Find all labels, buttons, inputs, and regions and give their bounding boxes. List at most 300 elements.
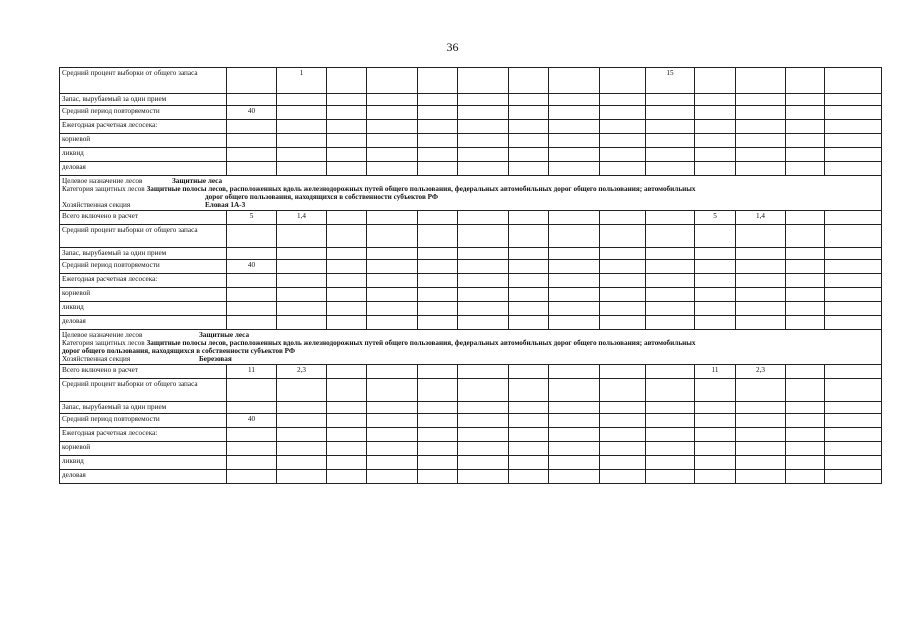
table-cell bbox=[458, 248, 509, 260]
purpose-label: Целевое назначение лесов bbox=[62, 177, 143, 185]
table-cell bbox=[549, 248, 600, 260]
row-label: ликвид bbox=[60, 148, 227, 162]
table-cell bbox=[736, 248, 786, 260]
table-cell bbox=[509, 162, 549, 176]
table-cell bbox=[600, 94, 646, 106]
table-cell bbox=[509, 211, 549, 225]
table-cell bbox=[327, 248, 367, 260]
table-cell bbox=[695, 274, 736, 288]
table-cell bbox=[367, 148, 418, 162]
table-cell bbox=[600, 68, 646, 94]
table-cell bbox=[646, 379, 695, 402]
table-cell bbox=[227, 162, 277, 176]
row-label: Всего включено в расчет bbox=[60, 211, 227, 225]
table-cell bbox=[646, 428, 695, 442]
table-cell bbox=[600, 148, 646, 162]
table-cell bbox=[277, 134, 327, 148]
table-cell bbox=[418, 134, 458, 148]
table-cell bbox=[367, 316, 418, 330]
table-cell bbox=[695, 428, 736, 442]
table-cell bbox=[418, 414, 458, 428]
table-cell bbox=[327, 442, 367, 456]
table-cell bbox=[646, 442, 695, 456]
table-cell bbox=[327, 365, 367, 379]
table-cell bbox=[418, 316, 458, 330]
section-line bbox=[62, 355, 879, 363]
table-cell bbox=[825, 274, 882, 288]
table-cell bbox=[736, 288, 786, 302]
table-cell bbox=[367, 470, 418, 484]
table-row bbox=[60, 274, 882, 288]
table-cell bbox=[277, 288, 327, 302]
table-cell bbox=[825, 225, 882, 248]
table-cell bbox=[549, 148, 600, 162]
table-cell bbox=[367, 274, 418, 288]
table-cell bbox=[327, 379, 367, 402]
table-cell bbox=[458, 316, 509, 330]
table-cell bbox=[458, 402, 509, 414]
table-cell bbox=[736, 120, 786, 134]
row-label: деловая bbox=[60, 316, 227, 330]
table-cell bbox=[646, 402, 695, 414]
table-cell bbox=[458, 162, 509, 176]
table-row bbox=[60, 260, 882, 274]
table-cell bbox=[418, 211, 458, 225]
row-label: Ежегодная расчетная лесосека: bbox=[60, 428, 227, 442]
category-label: Категория защитных лесов bbox=[62, 339, 147, 347]
table-row bbox=[60, 288, 882, 302]
table-cell bbox=[277, 456, 327, 470]
table-cell bbox=[458, 302, 509, 316]
table-cell bbox=[458, 442, 509, 456]
table-cell bbox=[695, 162, 736, 176]
table-cell bbox=[367, 365, 418, 379]
allowable-cut-table bbox=[59, 67, 882, 484]
table-cell bbox=[509, 288, 549, 302]
table-cell bbox=[327, 68, 367, 94]
table-cell bbox=[509, 225, 549, 248]
table-row bbox=[60, 106, 882, 120]
table-cell bbox=[736, 106, 786, 120]
table-cell bbox=[367, 68, 418, 94]
table-cell bbox=[646, 365, 695, 379]
row-label: Средний период повторяемости bbox=[60, 260, 227, 274]
table-cell bbox=[509, 260, 549, 274]
table-cell bbox=[509, 456, 549, 470]
section-value: Еловая 1А-3 bbox=[205, 201, 246, 209]
table-cell bbox=[695, 379, 736, 402]
table-cell bbox=[458, 456, 509, 470]
row-label: Средний процент выборки от общего запаса bbox=[60, 225, 227, 248]
table-cell bbox=[695, 288, 736, 302]
table-cell bbox=[549, 211, 600, 225]
row-label: Средний процент выборки от общего запаса bbox=[60, 68, 227, 94]
table-cell bbox=[509, 120, 549, 134]
table-cell bbox=[277, 414, 327, 428]
table-cell bbox=[277, 162, 327, 176]
table-cell bbox=[509, 365, 549, 379]
table-cell bbox=[786, 288, 825, 302]
section-value: Березовая bbox=[199, 355, 232, 363]
table-cell bbox=[458, 120, 509, 134]
table-cell bbox=[600, 442, 646, 456]
table-cell bbox=[646, 470, 695, 484]
category-value: Защитные полосы лесов, расположенных вдоль железнодорожных путей общего пользования, федеральных автомобильных дорог общего пользования; автомобильных bbox=[146, 185, 696, 193]
table-cell bbox=[786, 134, 825, 148]
category-line bbox=[62, 185, 879, 193]
table-cell bbox=[549, 379, 600, 402]
table-cell bbox=[277, 302, 327, 316]
table-cell bbox=[825, 442, 882, 456]
category-value-continued: дорог общего пользования, находящихся в собственности субъектов РФ bbox=[205, 193, 439, 201]
table-cell: 1 bbox=[277, 68, 327, 94]
table-cell bbox=[695, 225, 736, 248]
table-row bbox=[60, 148, 882, 162]
row-label: ликвид bbox=[60, 302, 227, 316]
table-cell bbox=[646, 316, 695, 330]
table-cell bbox=[695, 260, 736, 274]
table-cell bbox=[600, 211, 646, 225]
table-cell bbox=[327, 274, 367, 288]
table-cell bbox=[786, 414, 825, 428]
table-cell bbox=[227, 402, 277, 414]
table-cell bbox=[549, 68, 600, 94]
table-cell bbox=[509, 248, 549, 260]
table-cell bbox=[227, 225, 277, 248]
table-cell bbox=[458, 274, 509, 288]
table-cell bbox=[695, 120, 736, 134]
table-cell bbox=[509, 402, 549, 414]
table-cell bbox=[695, 470, 736, 484]
table-cell bbox=[327, 316, 367, 330]
table-cell bbox=[458, 225, 509, 248]
table-cell bbox=[786, 456, 825, 470]
table-cell bbox=[509, 106, 549, 120]
category-line bbox=[62, 339, 879, 347]
table-cell bbox=[646, 94, 695, 106]
table-cell bbox=[327, 94, 367, 106]
table-cell bbox=[327, 162, 367, 176]
row-label: Ежегодная расчетная лесосека: bbox=[60, 120, 227, 134]
table-cell bbox=[549, 442, 600, 456]
section-header bbox=[60, 330, 882, 365]
table-cell bbox=[646, 288, 695, 302]
table-cell bbox=[646, 260, 695, 274]
table-cell bbox=[695, 442, 736, 456]
table-cell bbox=[549, 106, 600, 120]
table-cell bbox=[367, 302, 418, 316]
table-cell bbox=[549, 316, 600, 330]
table-cell bbox=[327, 428, 367, 442]
table-cell bbox=[736, 442, 786, 456]
section-label: Хозяйственная секция bbox=[62, 355, 131, 363]
purpose-line bbox=[62, 331, 879, 339]
row-label: деловая bbox=[60, 162, 227, 176]
table-cell bbox=[825, 365, 882, 379]
table-cell bbox=[458, 379, 509, 402]
table-cell bbox=[227, 456, 277, 470]
table-cell bbox=[646, 148, 695, 162]
table-cell bbox=[549, 365, 600, 379]
table-cell bbox=[418, 260, 458, 274]
table-cell bbox=[418, 288, 458, 302]
table-cell bbox=[549, 470, 600, 484]
table-cell bbox=[549, 428, 600, 442]
table-cell bbox=[646, 134, 695, 148]
table-cell: 40 bbox=[227, 414, 277, 428]
table-cell bbox=[646, 162, 695, 176]
table-cell bbox=[786, 402, 825, 414]
table-cell bbox=[327, 402, 367, 414]
table-cell bbox=[227, 274, 277, 288]
table-cell bbox=[227, 442, 277, 456]
table-cell bbox=[277, 470, 327, 484]
table-cell bbox=[327, 414, 367, 428]
table-cell bbox=[695, 248, 736, 260]
table-cell bbox=[825, 148, 882, 162]
table-cell bbox=[600, 428, 646, 442]
table-cell: 2,3 bbox=[277, 365, 327, 379]
purpose-value: Защитные леса bbox=[199, 331, 250, 339]
table-cell bbox=[736, 134, 786, 148]
table-cell bbox=[509, 470, 549, 484]
section-header-row bbox=[60, 330, 882, 365]
table-cell bbox=[509, 379, 549, 402]
table-cell bbox=[327, 302, 367, 316]
table-cell bbox=[786, 428, 825, 442]
table-cell bbox=[786, 302, 825, 316]
table-cell bbox=[277, 225, 327, 248]
table-cell: 40 bbox=[227, 260, 277, 274]
table-row bbox=[60, 211, 882, 225]
table-cell bbox=[327, 456, 367, 470]
table-cell bbox=[646, 414, 695, 428]
table-cell bbox=[786, 379, 825, 402]
table-cell bbox=[277, 442, 327, 456]
table-cell bbox=[600, 248, 646, 260]
table-cell bbox=[646, 120, 695, 134]
table-cell bbox=[418, 148, 458, 162]
category-value: Защитные полосы лесов, расположенных вдоль железнодорожных путей общего пользования, федеральных автомобильных дорог общего пользования; автомобильных bbox=[146, 339, 696, 347]
table-cell bbox=[736, 162, 786, 176]
table-cell bbox=[786, 470, 825, 484]
table-row bbox=[60, 316, 882, 330]
table-cell bbox=[600, 302, 646, 316]
table-cell bbox=[418, 225, 458, 248]
table-cell bbox=[786, 316, 825, 330]
table-cell bbox=[786, 442, 825, 456]
table-cell bbox=[418, 402, 458, 414]
table-cell bbox=[600, 134, 646, 148]
table-cell bbox=[227, 302, 277, 316]
row-label: корневой bbox=[60, 442, 227, 456]
table-cell bbox=[549, 94, 600, 106]
table-row bbox=[60, 120, 882, 134]
table-cell bbox=[327, 106, 367, 120]
table-cell bbox=[327, 470, 367, 484]
table-cell bbox=[736, 148, 786, 162]
table-cell bbox=[786, 68, 825, 94]
table-cell bbox=[825, 162, 882, 176]
table-cell bbox=[825, 379, 882, 402]
table-cell bbox=[367, 442, 418, 456]
table-cell: 11 bbox=[227, 365, 277, 379]
purpose-line bbox=[62, 177, 879, 185]
row-label: ликвид bbox=[60, 456, 227, 470]
table-cell bbox=[509, 68, 549, 94]
table-cell bbox=[227, 470, 277, 484]
table-cell bbox=[509, 274, 549, 288]
row-label: Запас, вырубаемый за один прием bbox=[60, 402, 227, 414]
table-cell bbox=[786, 106, 825, 120]
category-label: Категория защитных лесов bbox=[62, 185, 147, 193]
table-cell bbox=[825, 211, 882, 225]
table-cell bbox=[600, 106, 646, 120]
table-cell bbox=[786, 120, 825, 134]
table-cell bbox=[695, 316, 736, 330]
table-cell bbox=[227, 248, 277, 260]
table-row bbox=[60, 428, 882, 442]
table-row bbox=[60, 402, 882, 414]
table-cell bbox=[327, 134, 367, 148]
table-cell bbox=[458, 470, 509, 484]
table-cell bbox=[277, 94, 327, 106]
table-cell bbox=[367, 211, 418, 225]
table-cell bbox=[277, 428, 327, 442]
table-cell bbox=[367, 456, 418, 470]
table-cell: 5 bbox=[695, 211, 736, 225]
table-cell bbox=[736, 402, 786, 414]
row-label: Всего включено в расчет bbox=[60, 365, 227, 379]
row-label: деловая bbox=[60, 470, 227, 484]
table-cell bbox=[227, 288, 277, 302]
table-cell bbox=[367, 428, 418, 442]
table-cell bbox=[509, 428, 549, 442]
table-cell bbox=[227, 94, 277, 106]
table-row bbox=[60, 225, 882, 248]
table-cell bbox=[825, 68, 882, 94]
table-cell bbox=[786, 211, 825, 225]
table-cell bbox=[277, 248, 327, 260]
table-cell bbox=[277, 274, 327, 288]
table-cell bbox=[825, 470, 882, 484]
table-cell bbox=[418, 302, 458, 316]
table-cell bbox=[367, 379, 418, 402]
table-cell bbox=[646, 302, 695, 316]
table-cell bbox=[736, 428, 786, 442]
table-cell bbox=[458, 94, 509, 106]
table-cell bbox=[458, 414, 509, 428]
table-cell bbox=[825, 414, 882, 428]
table-cell bbox=[509, 94, 549, 106]
table-cell: 1,4 bbox=[277, 211, 327, 225]
table-cell bbox=[458, 260, 509, 274]
table-row bbox=[60, 442, 882, 456]
table-cell: 40 bbox=[227, 106, 277, 120]
row-label: Запас, вырубаемый за один прием bbox=[60, 248, 227, 260]
table-cell bbox=[825, 260, 882, 274]
purpose-value: Защитные леса bbox=[172, 177, 223, 185]
table-cell bbox=[736, 68, 786, 94]
table-cell bbox=[458, 106, 509, 120]
table-cell bbox=[277, 260, 327, 274]
table-cell bbox=[549, 162, 600, 176]
table-cell bbox=[695, 402, 736, 414]
table-row bbox=[60, 94, 882, 106]
table-cell bbox=[736, 225, 786, 248]
section-line bbox=[62, 201, 879, 209]
table-cell bbox=[458, 134, 509, 148]
table-cell bbox=[509, 442, 549, 456]
table-cell bbox=[646, 106, 695, 120]
table-cell bbox=[600, 365, 646, 379]
table-cell bbox=[695, 302, 736, 316]
table-cell bbox=[549, 402, 600, 414]
table-cell bbox=[600, 162, 646, 176]
row-label: Ежегодная расчетная лесосека: bbox=[60, 274, 227, 288]
table-cell bbox=[549, 274, 600, 288]
table-cell bbox=[600, 288, 646, 302]
table-cell bbox=[825, 94, 882, 106]
table-cell bbox=[277, 148, 327, 162]
table-cell bbox=[509, 148, 549, 162]
table-row bbox=[60, 365, 882, 379]
table-cell bbox=[825, 428, 882, 442]
table-cell bbox=[458, 211, 509, 225]
table-cell bbox=[825, 120, 882, 134]
table-cell bbox=[736, 94, 786, 106]
table-cell bbox=[227, 379, 277, 402]
table-cell bbox=[277, 379, 327, 402]
table-cell bbox=[458, 68, 509, 94]
row-label: Средний период повторяемости bbox=[60, 414, 227, 428]
table-cell bbox=[786, 248, 825, 260]
table-cell bbox=[646, 274, 695, 288]
table-cell bbox=[600, 402, 646, 414]
table-cell: 1,4 bbox=[736, 211, 786, 225]
table-cell bbox=[509, 414, 549, 428]
table-cell bbox=[600, 470, 646, 484]
table-cell bbox=[418, 379, 458, 402]
table-cell bbox=[227, 148, 277, 162]
table-cell bbox=[549, 302, 600, 316]
table-cell bbox=[549, 414, 600, 428]
table-cell bbox=[327, 225, 367, 248]
purpose-label: Целевое назначение лесов bbox=[62, 331, 143, 339]
table-cell bbox=[600, 260, 646, 274]
table-cell bbox=[786, 260, 825, 274]
table-cell bbox=[418, 94, 458, 106]
table-cell: 15 bbox=[646, 68, 695, 94]
table-cell bbox=[600, 225, 646, 248]
table-cell bbox=[367, 94, 418, 106]
table-row bbox=[60, 302, 882, 316]
table-row bbox=[60, 379, 882, 402]
table-cell bbox=[736, 379, 786, 402]
table-cell: 2,3 bbox=[736, 365, 786, 379]
table-cell bbox=[509, 302, 549, 316]
category-value-continued: дорог общего пользования, находящихся в собственности субъектов РФ bbox=[62, 347, 296, 355]
table-cell bbox=[825, 134, 882, 148]
table-cell bbox=[458, 365, 509, 379]
table-cell bbox=[227, 120, 277, 134]
table-cell bbox=[695, 106, 736, 120]
table-cell bbox=[736, 316, 786, 330]
table-cell bbox=[327, 260, 367, 274]
table-cell bbox=[227, 316, 277, 330]
table-cell bbox=[367, 225, 418, 248]
table-cell bbox=[549, 134, 600, 148]
